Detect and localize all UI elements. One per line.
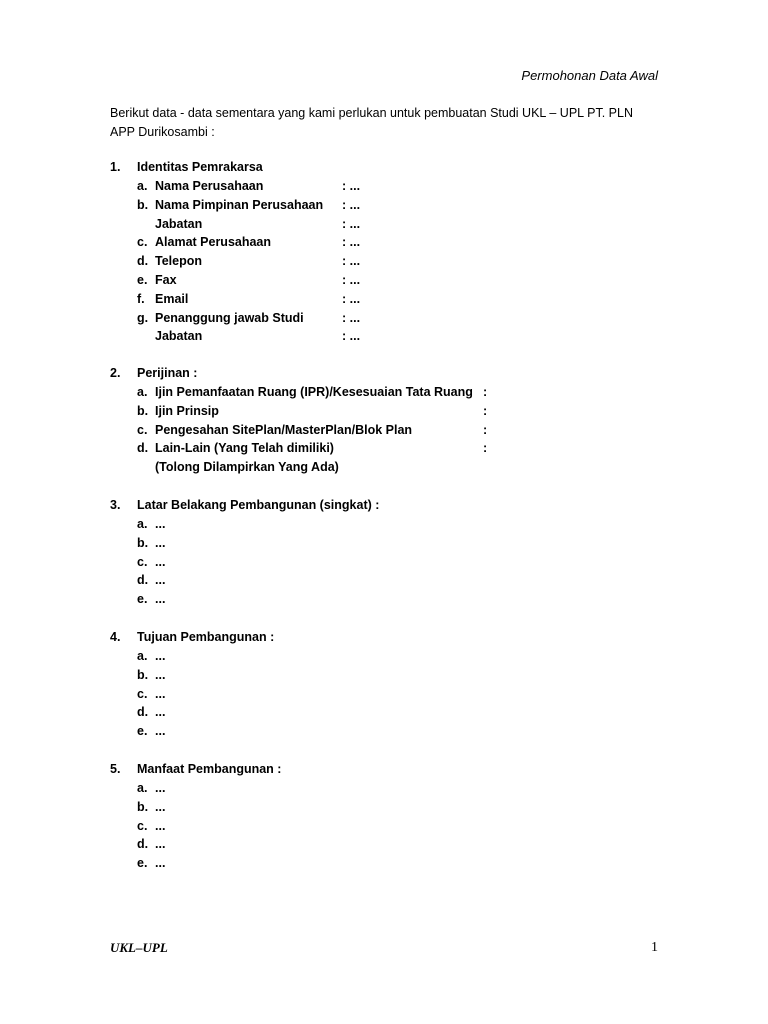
field-label: Nama Perusahaan [155, 179, 264, 193]
item-value: ... [155, 781, 166, 795]
section-latar-belakang [110, 496, 670, 609]
section-title: Manfaat Pembangunan : [137, 762, 282, 776]
list-item [110, 703, 670, 722]
field-label: Nama Pimpinan Perusahaan [155, 197, 324, 212]
item-letter: e. [137, 724, 148, 739]
item-value: ... [155, 573, 166, 588]
section-title: Tujuan Pembangunan : [137, 630, 275, 644]
item-letter: d. [137, 705, 149, 720]
attachment-note-row [110, 458, 670, 477]
form-row [110, 252, 670, 271]
item-letter: a. [137, 517, 148, 531]
field-value: : ... [342, 235, 361, 250]
item-value: ... [155, 649, 166, 663]
item-letter: b. [137, 667, 149, 682]
attachment-note: (Tolong Dilampirkan Yang Ada) [155, 460, 339, 475]
list-item [110, 798, 670, 817]
field-value: : ... [342, 272, 361, 287]
field-value: : [483, 385, 488, 399]
form-row [110, 402, 670, 421]
form-row [110, 177, 670, 196]
item-value: ... [155, 818, 166, 833]
item-letter: a. [137, 179, 148, 193]
list-item [110, 590, 670, 609]
item-letter: c. [137, 235, 148, 250]
field-label: Ijin Pemanfaatan Ruang (IPR)/Kesesuaian Tata Ruang [155, 385, 473, 399]
item-value: ... [155, 554, 166, 569]
section-title: Identitas Pemrakarsa [137, 160, 263, 174]
field-label: Pengesahan SitePlan/MasterPlan/Blok Plan [155, 422, 413, 437]
item-letter: b. [137, 535, 149, 550]
list-item [110, 666, 670, 685]
field-label: Penanggung jawab Studi [155, 310, 304, 325]
form-row [110, 233, 670, 252]
section-title: Perijinan : [137, 366, 198, 380]
section-title: Latar Belakang Pembangunan (singkat) : [137, 498, 380, 512]
field-label: Fax [155, 272, 177, 287]
item-letter: c. [137, 686, 148, 701]
list-item [110, 647, 670, 666]
form-row [110, 327, 670, 346]
list-item [110, 685, 670, 704]
field-value: : ... [342, 254, 361, 269]
item-letter: a. [137, 649, 148, 663]
item-letter: b. [137, 799, 149, 814]
field-value: : ... [342, 179, 361, 193]
footer-document-code: UKL–UPL [110, 940, 168, 955]
section-number: 1. [110, 160, 121, 174]
item-letter: a. [137, 781, 148, 795]
field-label: Jabatan [155, 329, 203, 344]
item-letter: e. [137, 592, 148, 607]
field-label: Lain-Lain (Yang Telah dimiliki) [155, 441, 334, 456]
page-number: 1 [651, 940, 658, 955]
field-value: : [483, 441, 488, 456]
item-letter: b. [137, 403, 149, 418]
list-item [110, 835, 670, 854]
form-row [110, 196, 670, 215]
section-number: 3. [110, 498, 121, 512]
item-value: ... [155, 535, 166, 550]
field-value: : ... [342, 216, 361, 231]
field-label: Alamat Perusahaan [155, 235, 272, 250]
form-row [110, 290, 670, 309]
item-value: ... [155, 837, 166, 852]
field-label: Telepon [155, 254, 202, 269]
section-number: 4. [110, 630, 121, 644]
section-number: 5. [110, 762, 121, 776]
item-value: ... [155, 686, 166, 701]
item-letter [137, 215, 155, 234]
item-value: ... [155, 667, 166, 682]
intro-paragraph: Berikut data - data sementara yang kami perlukan untuk pembuatan Studi UKL – UPL PT. PLN APP Durikosambi : [110, 106, 633, 139]
field-label: Ijin Prinsip [155, 403, 219, 418]
form-row [110, 309, 670, 328]
field-value: : [483, 422, 488, 437]
list-item [110, 722, 670, 741]
item-value: ... [155, 856, 166, 871]
item-value: ... [155, 724, 166, 739]
item-letter: c. [137, 818, 148, 833]
form-row [110, 439, 670, 458]
item-value: ... [155, 705, 166, 720]
list-item [110, 534, 670, 553]
item-value: ... [155, 592, 166, 607]
section-perijinan [110, 364, 670, 477]
field-value: : [483, 403, 488, 418]
section-number: 2. [110, 366, 121, 380]
document-header-title: Permohonan Data Awal [521, 68, 658, 83]
form-row [110, 271, 670, 290]
form-row [110, 215, 670, 234]
section-tujuan [110, 628, 670, 741]
item-letter: e. [137, 856, 148, 871]
item-letter: f. [137, 291, 145, 306]
item-letter: c. [137, 422, 148, 437]
field-value: : ... [342, 310, 361, 325]
section-manfaat [110, 760, 670, 873]
item-value: ... [155, 799, 166, 814]
item-letter: g. [137, 310, 149, 325]
list-item [110, 854, 670, 873]
list-item [110, 571, 670, 590]
field-label: Jabatan [155, 216, 203, 231]
item-letter: d. [137, 441, 149, 456]
item-letter: d. [137, 254, 149, 269]
form-row [110, 383, 670, 402]
list-item [110, 817, 670, 836]
item-letter: d. [137, 837, 149, 852]
item-letter: c. [137, 554, 148, 569]
list-item [110, 779, 670, 798]
field-value: : ... [342, 197, 361, 212]
list-item [110, 515, 670, 534]
field-value: : ... [342, 291, 361, 306]
section-identitas [110, 158, 670, 346]
list-item [110, 553, 670, 572]
item-value: ... [155, 517, 166, 531]
item-letter: e. [137, 272, 148, 287]
field-label: Email [155, 291, 189, 306]
item-letter: d. [137, 573, 149, 588]
form-row [110, 421, 670, 440]
item-letter [137, 327, 155, 346]
field-value: : ... [342, 329, 361, 344]
item-letter: a. [137, 385, 148, 399]
item-letter: b. [137, 197, 149, 212]
